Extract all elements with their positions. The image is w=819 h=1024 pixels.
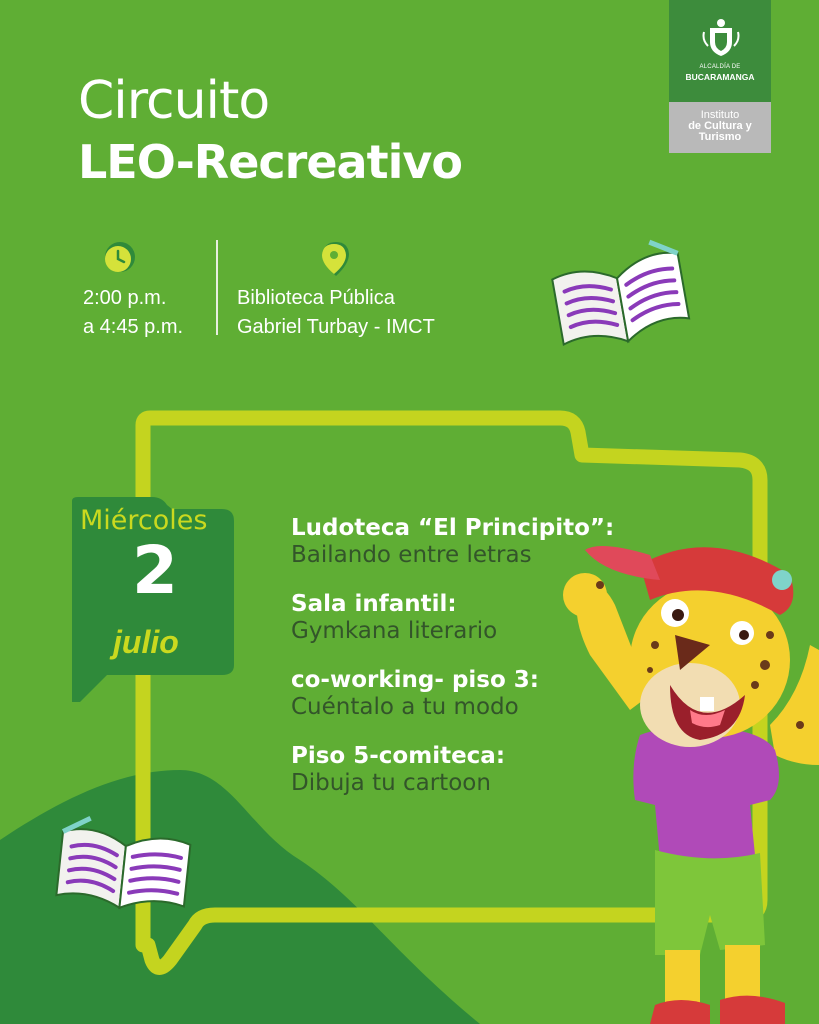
title-line2: LEO-Recreativo: [78, 135, 462, 189]
date-day: 2: [132, 532, 178, 609]
jaguar-mascot-illustration: [560, 535, 819, 1024]
institute-line1: Instituto: [700, 109, 740, 121]
date-month: julio: [113, 624, 179, 660]
logo-town-line2: BUCARAMANGA: [685, 72, 755, 82]
alcaldia-logo: [669, 0, 771, 102]
title-line1: Circuito: [78, 71, 270, 131]
activity-title: Sala infantil:: [291, 591, 457, 617]
time-line2: a 4:45 p.m.: [83, 316, 184, 338]
coat-of-arms-icon: [702, 18, 740, 58]
open-book-icon: [548, 238, 693, 353]
page-title: [78, 70, 462, 192]
activity-desc: Dibuja tu cartoon: [291, 770, 491, 796]
activity-desc: Bailando entre letras: [291, 542, 532, 568]
event-place: [237, 284, 435, 342]
activity-title: Piso 5-comiteca:: [291, 743, 506, 769]
activity-desc: Cuéntalo a tu modo: [291, 694, 519, 720]
date-weekday: Miércoles: [80, 505, 208, 536]
logo-town-line1: ALCALDÍA DE: [699, 64, 741, 70]
institute-line2: de Cultura y: [688, 120, 752, 132]
info-divider: [216, 240, 218, 335]
location-pin-icon: [318, 238, 354, 278]
time-line1: 2:00 p.m.: [83, 287, 167, 309]
activity-title: Ludoteca “El Principito”:: [291, 515, 615, 541]
place-line1: Biblioteca Pública: [237, 287, 395, 309]
open-book-icon: [52, 808, 197, 920]
place-line2: Gabriel Turbay - IMCT: [237, 316, 435, 338]
activity-desc: Gymkana literario: [291, 618, 498, 644]
institute-logo: [669, 102, 771, 153]
institute-line3: Turismo: [698, 131, 742, 143]
clock-icon: [103, 240, 137, 274]
event-time: [83, 284, 183, 342]
activity-title: co-working- piso 3:: [291, 667, 539, 693]
